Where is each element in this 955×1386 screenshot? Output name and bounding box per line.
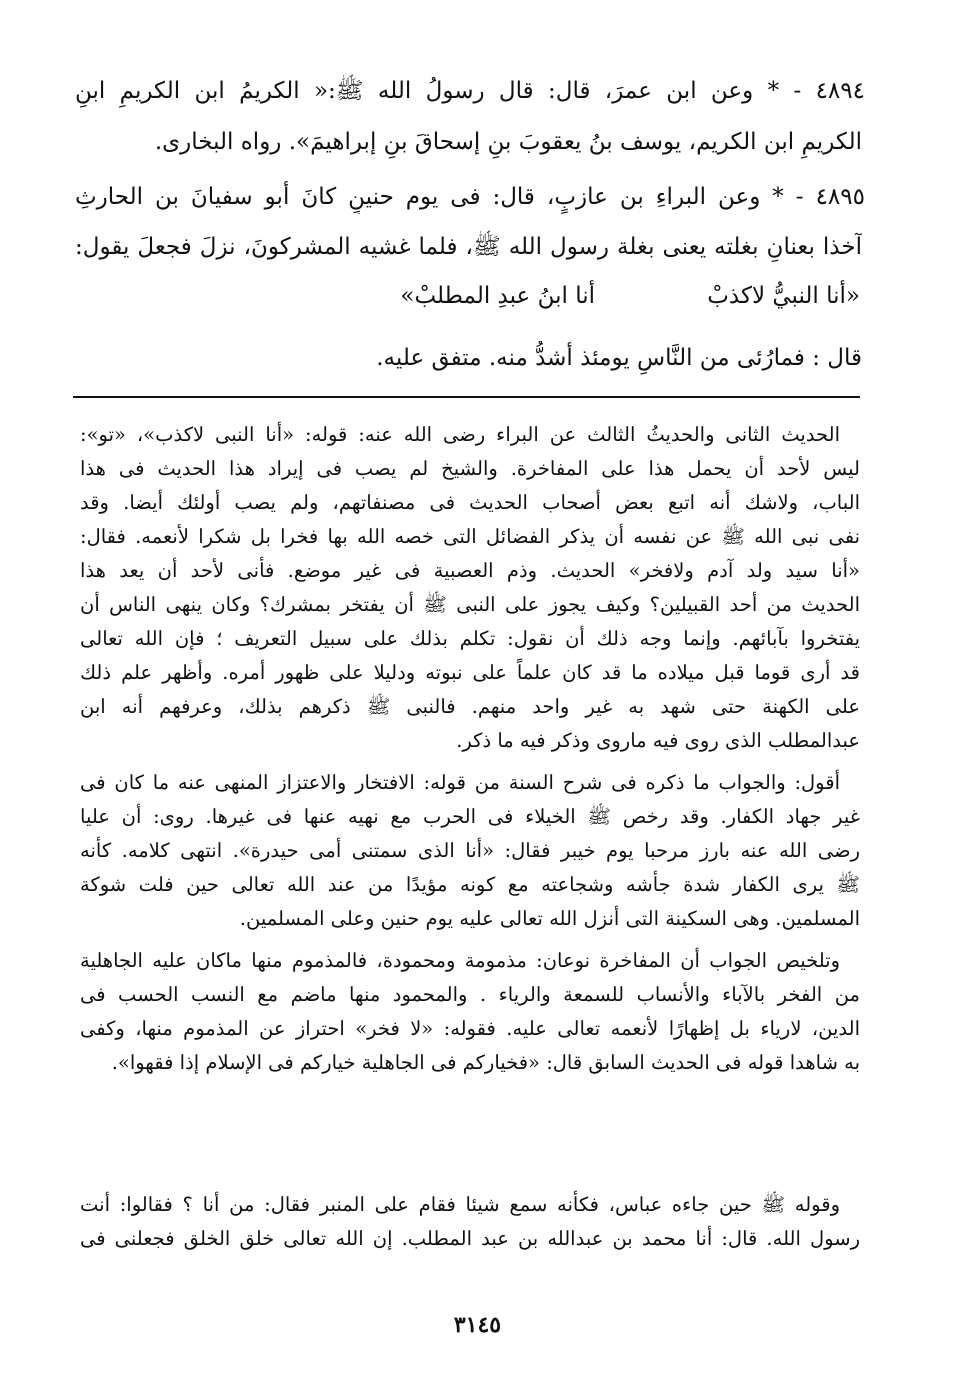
commentary-p1-line: الحديث من أحد القبيلين؟ وكيف يجوز على النبى ﷺ أن يفتخر بمشرك؟ وكان ينهى الناس أن [80, 593, 860, 616]
commentary-p1-line: يفتخروا بآبائهم. وإنما وجه ذلك أن نقول: تكلم بذلك على سبيل التعريف ؛ فإن الله تعالى [80, 627, 860, 650]
hadith-4894-line-1: ٤٨٩٤ - * وعن ابن عمرَ، قال: قال رسولُ الله ﷺ:« الكريمُ ابن الكريمِ ابنِ [75, 78, 865, 104]
page-number: ٣١٤٥ [453, 1312, 502, 1338]
hadith-4895-line-2: آخذا بعنانِ بغلته يعنى بغلة رسول الله ﷺ، فلما غشيه المشركونَ، نزلَ فجعلَ يقول: [75, 234, 862, 260]
commentary-p4-line: وقوله ﷺ حين جاءه عباس، فكأنه سمع شيئا فقام على المنبر فقال: من أنا ؟ فقالوا: أنت [80, 1193, 840, 1216]
commentary-p2-line: المسلمين. وهى السكينة التى أنزل الله تعالى عليه يوم حنين وعلى المسلمين. [239, 907, 860, 930]
commentary-p2-line: غير جهاد الكفار. وقد رخص ﷺ الخيلاء فى الحرب مع نهيه عنها فى غيرها. روى: أن عليا [80, 805, 860, 828]
hadith-4894-line-2: الكريمِ ابن الكريم، يوسف بنُ يعقوبَ بنِ إسحاقَ بنِ إبراهيمَ». رواه البخارى. [154, 129, 862, 155]
commentary-p3-line: به شاهدا قوله فى الحديث السابق قال: «فخياركم فى الجاهلية خياركم فى الإسلام إذا فقهوا». [111, 1051, 860, 1074]
hadith-4895-line-1: ٤٨٩٥ - * وعن البراءِ بن عازبٍ، قال: فى يوم حنينٍ كانَ أبو سفيانَ بن الحارثِ [75, 184, 865, 210]
commentary-p1-line: الباب، ولاشك أنه اتبع بعض أصحاب الحديث فى مصنفاتهم، ولم يصب أولئك أيضا. وقد [80, 491, 860, 514]
commentary-p3-line: وتلخيص الجواب أن المفاخرة نوعان: مذمومة ومحمودة، فالمذموم منها ماكان عليه الجاهلية [80, 949, 840, 972]
section-divider [73, 396, 860, 398]
commentary-p1-line: ليس لأحد أن يحمل هذا على المفاخرة. والشيخ لم يصب فى إيراد هذا الحديث فى هذا [80, 457, 860, 480]
verse-first-hemistich: «أنا النبيُّ لاكذبْ [707, 283, 860, 309]
verse-second-hemistich: أنا ابنُ عبدِ المطلبْ» [400, 283, 595, 309]
hadith-4895-closing: قال : فمارُئى من النَّاسِ يومئذ أشدُّ منه. متفق عليه. [376, 345, 862, 371]
commentary-p3-line: الدين، لارياء بل إظهارًا لأنعمه تعالى عليه. فقوله: «لا فخر» احتراز عن المذموم منها، وكفى [80, 1017, 860, 1040]
commentary-p1-line: الحديث الثانى والحديثُ الثالث عن البراء رضى الله عنه: قوله: «أنا النبى لاكذب»، «تو»: [80, 423, 840, 446]
commentary-p1-line: قد أرى قوما قبل ميلاده ما قد كان علماً على نبوته ودليلا على ظهور أمره. وأظهر علم ذلك [80, 661, 860, 684]
commentary-p1-line: «أنا سيد ولد آدم ولافخر» الحديث. وذم العصبية فى غير موضع. فأنى لأحد أن يعد هذا [80, 559, 860, 582]
commentary-p2-line: رضى الله عنه بارز مرحبا يوم خيبر فقال: «أنا الذى سمتنى أمى حيدرة». انتهى كلامه. كأنه [80, 839, 860, 862]
commentary-p1-line: عبدالمطلب الذى روى فيه ماروى وذكر فيه ما ذكر. [456, 729, 860, 752]
commentary-p1-line: على الكهنة حتى شهد به غير واحد منهم. فالنبى ﷺ ذكرهم بذلك، وعرفهم أنه ابن [80, 695, 860, 718]
commentary-p2-line: أقول: والجواب ما ذكره فى شرح السنة من قوله: الافتخار والاعتزاز المنهى عنه ما كان فى [80, 771, 840, 794]
commentary-p2-line: ﷺ يرى الكفار شدة جأشه وشجاعته مع كونه مؤيدًا من عند الله تعالى حين فلت شوكة [80, 873, 860, 896]
commentary-p1-line: نفى نبى الله ﷺ عن نفسه أن يذكر الفضائل التى خصه الله بها فخرا بل شكرا لأنعمه. فقال: [80, 525, 860, 548]
commentary-p4-line: رسول الله. قال: أنا محمد بن عبدالله بن عبد المطلب. إن الله تعالى خلق الخلق فجعلنى فى [80, 1227, 860, 1250]
commentary-p3-line: من الفخر بالآباء والأنساب للسمعة والرياء . والمحمود منها ماضم مع النسب الحسب فى [80, 983, 860, 1006]
